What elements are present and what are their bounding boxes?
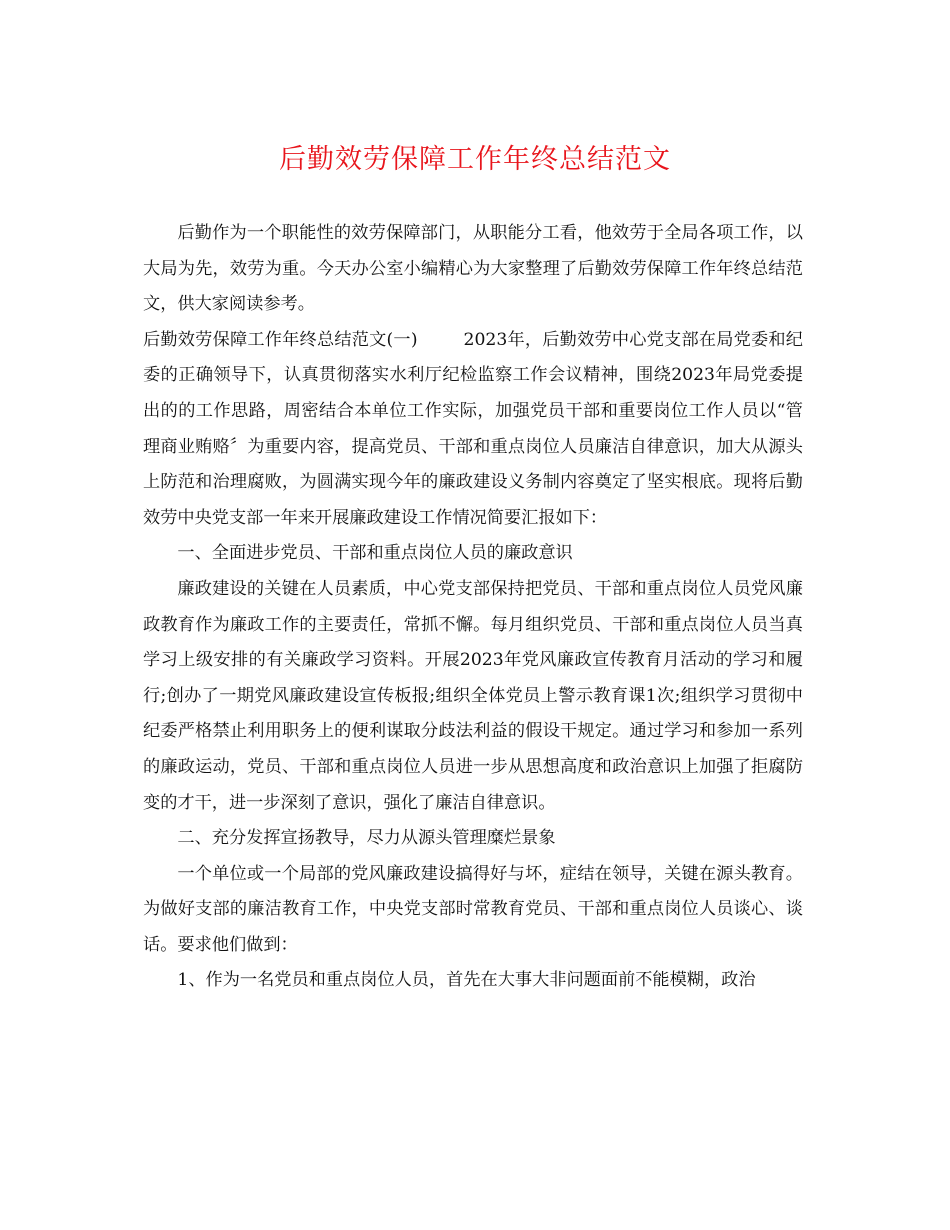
document-body [143,216,803,999]
heading-2: 二、充分发挥宣扬教导，尽力从源头管理糜烂景象 [177,828,556,849]
intro-paragraph: 后勤作为一个职能性的效劳保障部门，从职能分工看，他效劳于全局各项工作，以大局为先，效劳为重。今天办公室小编精心为大家整理了后勤效劳保障工作年终总结范文，供大家阅读参考。 [143,223,803,315]
list-item-1: 1、作为一名党员和重点岗位人员，首先在大事大非问题面前不能模糊，政治 [177,970,756,991]
section-opening: 2023年，后勤效劳中心党支部在局党委和纪委的正确领导下，认真贯彻落实水利厅纪检监察工作会议精神，围绕2023年局党委提出的的工作思路，周密结合本单位工作实际，加强党员干部和重要岗位工作人员以“管理商业贿赂〞为重要内容，提高党员、干部和重点岗位人员廉洁自律意识，加大从源头上防范和治理腐败，为圆满实现今年的廉政建设义务制内容奠定了坚实根底。现将后勤效劳中央党支部一年来开展廉政建设工作情况简要汇报如下： [143,329,803,528]
section-paragraph [143,323,803,537]
paragraph-1: 廉政建设的关键在人员素质，中心党支部保持把党员、干部和重点岗位人员党风廉政教育作为廉政工作的主要责任，常抓不懈。每月组织党员、干部和重点岗位人员当真学习上级安排的有关廉政学习资料。开展2023年党风廉政宣传教育月活动的学习和履行;创办了一期党风廉政建设宣传板报;组织全体党员上警示教育课1次;组织学习贯彻中纪委严格禁止利用职务上的便利谋取分歧法利益的假设干规定。通过学习和参加一系列的廉政运动，党员、干部和重点岗位人员进一步从思想高度和政治意识上加强了拒腐防变的才干，进一步深刻了意识，强化了廉洁自律意识。 [143,578,803,813]
heading-1: 一、全面进步党员、干部和重点岗位人员的廉政意识 [177,543,573,564]
paragraph-2: 一个单位或一个局部的党风廉政建设搞得好与坏，症结在领导，关键在源头教育。为做好支部的廉洁教育工作，中央党支部时常教育党员、干部和重点岗位人员谈心、谈话。要求他们做到： [143,863,803,955]
section-heading: 后勤效劳保障工作年终总结范文(一) [143,329,418,350]
document-title: 后勤效劳保障工作年终总结范文 [279,144,671,175]
